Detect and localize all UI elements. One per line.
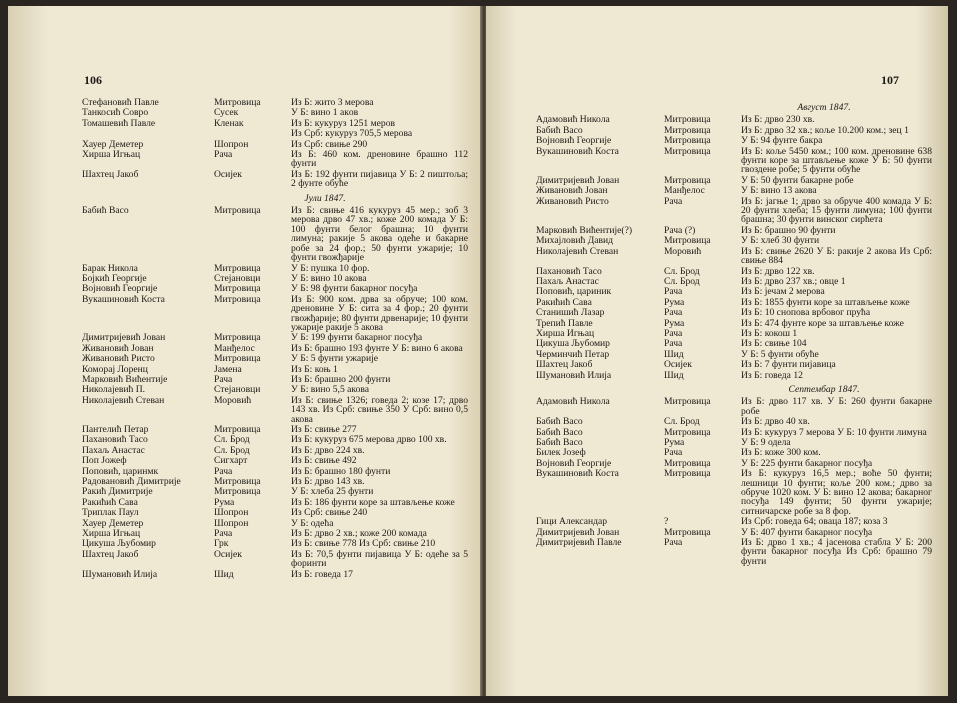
entries: [536, 98, 932, 567]
merchant-name: Шахтец Јакоб: [536, 359, 593, 371]
ledger-row: [82, 498, 468, 507]
trade-note: Из Б: кукуруз 7 мерова У Б: 10 фунти лимуна: [741, 426, 927, 438]
merchant-name: Живановић Ристо: [536, 195, 609, 207]
trade-note: У Б: пушка 10 фор.: [291, 262, 370, 274]
ledger-row: [536, 176, 932, 185]
merchant-place: Рума: [214, 496, 235, 508]
ledger-row: [82, 519, 468, 528]
merchant-place: Шид: [664, 369, 684, 381]
ledger-row: [82, 354, 468, 363]
trade-note: Из Б: дрво 143 хв.: [291, 476, 365, 488]
merchant-name: Черминчић Петар: [536, 348, 610, 360]
trade-note: У Б: вино 10 акова: [291, 272, 367, 284]
page-number: 106: [84, 73, 102, 87]
right-page: [486, 6, 948, 696]
trade-note: У Б: 5 фунти обуће: [741, 348, 819, 360]
ledger-row: [82, 119, 468, 128]
trade-note: Из Б: кукуруз 1251 меров: [291, 117, 396, 129]
page-number: 107: [881, 73, 899, 87]
merchant-name: Хирша Игњац: [536, 327, 595, 339]
merchant-name: Поп Јожеф: [82, 455, 127, 467]
merchant-name: Гици Александар: [536, 516, 608, 528]
merchant-place: Осијек: [664, 359, 692, 371]
merchant-place: Митровица: [214, 97, 261, 108]
trade-note: Из Б: 900 ком. дрва за обруче; 100 ком. дреновине У Б: сита за 4 фор.; 20 фунти гвожђарије; 80 фунти дрвенарије; 10 фунти ужарије ракије 5 акова: [291, 293, 468, 333]
trade-note: Из Срб: свиње 290: [291, 138, 368, 150]
trade-note: Из Б: дрво 117 хв. У Б: 260 фунти бакарне робе: [741, 396, 932, 417]
merchant-name: Адамовић Никола: [536, 114, 610, 126]
ledger-row: [536, 287, 932, 296]
trade-note: Из Б: дрво 2 хв.; коже 200 комада: [291, 528, 427, 540]
ledger-row: [82, 446, 468, 455]
trade-note: Из Б: свиње 778 Из Срб: свиње 210: [291, 538, 436, 550]
trade-note: Из Б: свиње 277: [291, 424, 357, 435]
ledger-row: [82, 98, 468, 107]
merchant-place: Сл. Брод: [664, 416, 700, 428]
merchant-place: Осијек: [214, 168, 242, 180]
ledger-row: [536, 308, 932, 317]
trade-note: Из Б: 192 фунти пијавица У Б: 2 пиштоља; 2 фунте обуће: [291, 168, 468, 190]
ledger-row: [82, 385, 468, 394]
merchant-name: Адамовић Никола: [536, 396, 610, 408]
ledger-row: [536, 417, 932, 426]
merchant-place: Рача: [664, 537, 683, 549]
merchant-name: Бабић Васо: [536, 426, 583, 438]
merchant-place: Рача (?): [664, 224, 696, 236]
left-page: [8, 6, 482, 696]
merchant-place: Митровица: [664, 396, 711, 408]
merchant-name: Трепић Павле: [536, 317, 593, 329]
merchant-place: Рума: [664, 296, 685, 308]
merchant-name: Николајевић П.: [82, 384, 146, 396]
merchant-name: Димитријевић Павле: [536, 537, 622, 549]
merchant-name: Живановић Јован: [82, 342, 154, 354]
trade-note: Из Б: дрво 237 хв.; овце 1: [741, 275, 846, 287]
merchant-name: Станишић Лазар: [536, 307, 605, 319]
ledger-row: [82, 456, 468, 465]
trade-note: Из Срб: говеда 64; овaца 187; коза 3: [741, 516, 888, 528]
trade-note: Из Б: дрво 230 хв.: [741, 114, 815, 126]
merchant-name: Бабић Васо: [536, 124, 583, 136]
merchant-name: Михајловић Давид: [536, 235, 614, 247]
merchant-name: Николајевић Стеван: [536, 245, 619, 257]
ledger-row: [82, 529, 468, 538]
merchant-name: Поповић, царинмк: [82, 465, 159, 477]
ledger-row: [536, 517, 932, 526]
ledger-row: [82, 295, 468, 333]
merchant-name: Шахтец Јакоб: [82, 168, 139, 180]
ledger-row: [536, 528, 932, 537]
trade-note: Из Б: 460 ком. дреновине брашно 112 фунти: [291, 149, 468, 170]
trade-note: У Б: вино 13 акова: [741, 185, 817, 197]
trade-note: Из Б: свиње 492: [291, 455, 357, 467]
merchant-name: Стефановић Павле: [82, 97, 159, 108]
merchant-name: Николајевић Стеван: [82, 394, 165, 406]
trade-note: Из Б: 7 фунти пијавица: [741, 359, 836, 371]
ledger-row: [536, 147, 932, 175]
ledger-row: [82, 508, 468, 517]
merchant-place: Стејановци: [214, 272, 261, 284]
merchant-name: Шумановић Илија: [536, 369, 612, 381]
merchant-place: Кленак: [214, 117, 244, 129]
ledger-row: [82, 467, 468, 476]
merchant-name: Ракићић Сава: [82, 496, 138, 508]
ledger-row: [536, 469, 932, 516]
section-heading: Септембар 1847.: [788, 383, 860, 395]
trade-note: Из Б: дрво 224 хв.: [291, 444, 365, 456]
entries: [82, 98, 468, 580]
ledger-row: [82, 206, 468, 262]
ledger-row: [536, 329, 932, 338]
merchant-name: Војновић Георгије: [82, 283, 158, 295]
merchant-name: Поповић, цариник: [536, 286, 612, 298]
merchant-name: [82, 129, 214, 138]
trade-note: Из Б: свиње 2620 У Б: ракије 2 акова Из Срб: свиње 884: [741, 245, 932, 267]
ledger-row: [82, 487, 468, 496]
trade-note: У Б: 225 фунти бакарног посуђа: [741, 457, 873, 469]
merchant-name: Хирша Игњац: [82, 149, 141, 161]
ledger-row: [82, 375, 468, 384]
merchant-place: Осијек: [214, 548, 242, 560]
ledger-row: [82, 365, 468, 374]
trade-note: Из Б: 70,5 фунти пијавица У Б: одеће за 5 форинти: [291, 548, 468, 570]
merchant-name: Димитријевић Јован: [82, 332, 166, 344]
merchant-name: Шумановић Илија: [82, 568, 158, 580]
merchant-place: Митровица: [664, 124, 711, 136]
merchant-name: Цикуша Љубомир: [536, 338, 610, 350]
merchant-name: Хауер Деметер: [82, 517, 144, 529]
trade-note: У Б: вино 5,5 акова: [291, 384, 370, 396]
merchant-place: Митровица: [664, 457, 711, 469]
merchant-place: Митровица: [214, 293, 261, 305]
merchant-name: Вукашиновић Коста: [536, 468, 619, 480]
trade-note: Из Б: 10 снопова врбовог прућа: [741, 307, 871, 319]
ledger-row: [82, 284, 468, 293]
ledger-row: [536, 126, 932, 135]
merchant-place: Стејановци: [214, 384, 261, 396]
merchant-name: Ракићић Сава: [536, 296, 592, 308]
trade-note: Из Б: говеда 17: [291, 568, 353, 580]
merchant-name: Радовановић Димитрије: [82, 476, 181, 488]
trade-note: Из Б: брашно 90 фунти: [741, 224, 836, 236]
trade-note: У Б: 407 фунти бакарног посуђа: [741, 526, 873, 538]
merchant-name: Живановић Јован: [536, 185, 608, 197]
merchant-name: Пахаљ Анастас: [536, 275, 599, 287]
merchant-place: Сл. Брод: [664, 275, 700, 287]
merchant-name: Марковић Вићентије(?): [536, 224, 633, 236]
trade-note: У Б: 199 фунти бакарног посуђа: [291, 332, 423, 344]
merchant-name: Шахтец Јакоб: [82, 548, 139, 560]
ledger-row: [536, 277, 932, 286]
trade-note: Из Б: брашно 180 фунти: [291, 465, 391, 477]
ledger-row: [536, 236, 932, 245]
ledger-row: [536, 319, 932, 328]
trade-note: У Б: 9 одела: [741, 437, 791, 448]
trade-note: Из Б: свиње 1326; говеда 2; козе 17; дрво 143 хв. Из Срб: свиње 350 У Срб: вино 0,5 акова: [291, 394, 468, 425]
merchant-name: Димитријевић Јован: [536, 174, 620, 186]
merchant-name: Триплак Паул: [82, 507, 139, 519]
trade-note: У Б: хлеба 25 фунти: [291, 486, 374, 498]
ledger-row: [82, 333, 468, 342]
ledger-row: [82, 477, 468, 486]
ledger-row: [536, 397, 932, 416]
merchant-name: Живановић Ристо: [82, 353, 155, 365]
ledger-row: [82, 150, 468, 169]
merchant-name: Пахаљ Анастас: [82, 444, 145, 456]
trade-note: Из Б: кукуруз 675 мерова дрво 100 хв.: [291, 434, 447, 446]
merchant-place: Митровица: [664, 174, 711, 186]
ledger-row: [82, 425, 468, 434]
ledger-row: [82, 170, 468, 189]
merchant-place: Рача: [664, 327, 683, 339]
trade-note: Из Б: дрво 1 хв.; 4 јасенова стабла У Б: 200 фунти бакарног посуђа Из Срб: брашно 79 фунти: [741, 537, 932, 567]
merchant-place: Грк: [214, 538, 229, 550]
ledger-row: [536, 186, 932, 195]
merchant-place: Митровица: [214, 283, 261, 295]
ledger-row: [536, 247, 932, 266]
merchant-name: Пахановић Тасо: [82, 434, 148, 446]
ledger-row: [82, 108, 468, 117]
ledger-row: [82, 396, 468, 424]
merchant-place: Митровица: [664, 468, 711, 480]
merchant-place: Митровица: [664, 235, 711, 247]
ledger-row: [536, 197, 932, 225]
merchant-place: Рума: [664, 317, 685, 329]
trade-note: У Б: одећа: [291, 517, 334, 529]
trade-note: Из Б: 1855 фунти коре за штављење коже: [741, 296, 910, 308]
trade-note: Из Б: дрво 40 хв.: [741, 416, 810, 428]
merchant-name: Пахановић Тасо: [536, 265, 602, 277]
trade-note: Из Б: 474 фунте коре за штављење коже: [741, 317, 904, 329]
ledger-row: [82, 344, 468, 353]
merchant-place: Митровица: [664, 114, 711, 126]
merchant-place: Митровица: [664, 426, 711, 438]
ledger-row: [536, 448, 932, 457]
merchant-place: Шид: [214, 568, 234, 580]
ledger-row: [536, 538, 932, 566]
merchant-place: Шопрон: [214, 507, 249, 519]
merchant-place: Рача: [664, 286, 683, 298]
trade-note: Из Б: коље 5450 ком.; 100 ком. дреновине 638 фунти коре за штављење коже У Б: 50 фунти гвоздене робе; 5 фунти обуће: [741, 145, 932, 176]
merchant-place: Сусек: [214, 107, 239, 119]
merchant-name: Бабић Васо: [536, 437, 583, 448]
trade-note: Из Б: јечам 2 мерова: [741, 286, 825, 298]
ledger-row: [536, 115, 932, 124]
merchant-place: Рача: [214, 149, 233, 161]
ledger-row: [82, 140, 468, 149]
ledger-row: [82, 274, 468, 283]
trade-note: Из Б: коже 300 ком.: [741, 447, 821, 459]
merchant-name: Војновић Георгије: [536, 135, 612, 147]
trade-note: Из Б: брашно 193 фунте У Б: вино 6 акова: [291, 342, 463, 354]
merchant-place: Рача: [664, 195, 683, 207]
merchant-name: Вукашиновић Коста: [536, 145, 619, 157]
merchant-name: Цикуша Љубомир: [82, 538, 156, 550]
ledger-row: [536, 428, 932, 437]
merchant-place: Митровица: [214, 205, 261, 217]
merchant-place: Моровић: [214, 394, 252, 406]
trade-note: У Б: 94 фунте бакра: [741, 135, 823, 147]
trade-note: У Б: 5 фунти ужарије: [291, 353, 379, 365]
merchant-place: Рача: [664, 307, 683, 319]
merchant-place: Јамена: [214, 363, 242, 375]
merchant-name: Билек Јозеф: [536, 447, 586, 459]
merchant-place: Манђелос: [214, 342, 255, 354]
merchant-place: Рача: [214, 528, 233, 540]
merchant-place: Сигхарт: [214, 455, 248, 467]
trade-note: У Б: хлеб 30 фунти: [741, 235, 820, 247]
trade-note: У Б: 98 фунти бакарног посуђа: [291, 283, 418, 295]
merchant-place: ?: [664, 516, 669, 528]
trade-note: У Б: вино 1 акoв: [291, 107, 359, 119]
ledger-row: [536, 339, 932, 348]
trade-note: Из Б: јагње 1; дрво за обруче 400 комада У Б: 20 фунти хлеба; 15 фунти лимуна; 100 фунти брашна; 30 фунти винског сирћета: [741, 195, 932, 226]
ledger-row: [536, 226, 932, 235]
merchant-name: Војновић Георгије: [536, 457, 612, 469]
trade-note: Из Б: коњ 1: [291, 363, 338, 375]
merchant-place: Сл. Брод: [214, 434, 250, 446]
trade-note: Из Б: свиње 416 кукуруз 45 мер.; зоб 3 мерова дрво 47 хв.; коже 200 комада У Б: 100 фунти белог брашна; 10 фунти лимуна; ракије 5 акова одеће и бакарне робе за 24 фор.; 50 фунти ужарије; 10 фунти гвожђарије: [291, 205, 468, 264]
merchant-name: Димитријевић Јован: [536, 526, 620, 538]
merchant-place: Рача: [664, 338, 683, 350]
merchant-name: Барак Никола: [82, 262, 138, 274]
merchant-place: Митровица: [214, 262, 261, 274]
merchant-place: Моровић: [664, 245, 702, 257]
trade-note: Из Б: брашно 200 фунти: [291, 373, 391, 385]
trade-note: Из Б: говеда 12: [741, 369, 803, 381]
merchant-name: Комораj Лоренц: [82, 363, 148, 375]
ledger-row: [536, 267, 932, 276]
trade-note: Из Б: дрво 32 хв.; коље 10.200 ком.; зец 1: [741, 124, 909, 136]
trade-note: У Б: 50 фунти бакарне робе: [741, 174, 854, 186]
merchant-place: Митровица: [214, 486, 261, 498]
ledger-row: [82, 435, 468, 444]
trade-note: Из Б: 186 фунти коре за штављење коже: [291, 496, 455, 508]
merchant-place: [214, 129, 291, 138]
ledger-row: [82, 264, 468, 273]
merchant-place: Митровица: [664, 135, 711, 147]
merchant-place: Митровица: [214, 424, 261, 435]
ledger-row: [82, 539, 468, 548]
section-heading: Август 1847.: [797, 102, 851, 113]
merchant-place: Митровица: [214, 332, 261, 344]
ledger-row: [536, 298, 932, 307]
trade-note: Из Срб: свиње 240: [291, 507, 368, 519]
merchant-name: Томашевић Павле: [82, 117, 156, 129]
ledger-row: [536, 371, 932, 380]
ledger-row: [536, 438, 932, 447]
merchant-place: Сл. Брод: [214, 444, 250, 456]
merchant-place: Шопрон: [214, 517, 249, 529]
ledger-row: [82, 570, 468, 579]
trade-note: Из Б: кокош 1: [741, 327, 798, 339]
merchant-place: Рача: [214, 373, 233, 385]
trade-note: Из Б: дрво 122 хв.: [741, 265, 815, 277]
merchant-place: Рача: [664, 447, 683, 459]
ledger-row: [82, 129, 468, 138]
merchant-place: Митровица: [214, 476, 261, 488]
merchant-name: Ракић Димитрије: [82, 486, 153, 498]
merchant-place: Рума: [664, 437, 685, 448]
ledger-row: [536, 350, 932, 359]
trade-note: Из Б: свиње 104: [741, 338, 807, 350]
merchant-place: Митровица: [664, 145, 711, 157]
trade-note: Из Б: кукуруз 16,5 мер.; воће 50 фунти; лешници 10 фунти; коље 200 ком.; дрво за обруче 1020 ком. У Б: вино 12 акова; бакарног посуђа 149 фунти; 50 фунти ужарије; ситничарске робе за 8 фор.: [741, 468, 932, 517]
ledger-row: [82, 550, 468, 569]
merchant-name: Бојкић Георгије: [82, 272, 147, 284]
merchant-name: Танкосић Совро: [82, 107, 149, 119]
merchant-place: Рача: [214, 465, 233, 477]
ledger-row: [536, 136, 932, 145]
merchant-name: Вукашиновић Коста: [82, 293, 165, 305]
merchant-place: Манђелос: [664, 185, 705, 197]
merchant-place: Шид: [664, 348, 684, 360]
ledger-row: [536, 459, 932, 468]
trade-note: Из Срб: кукуруз 705,5 мерова: [291, 128, 413, 140]
merchant-name: Марковић Вићентије: [82, 373, 168, 385]
ledger-row: [536, 360, 932, 369]
trade-note: Из Б: жито 3 мерова: [291, 97, 374, 108]
merchant-place: Сл. Брод: [664, 265, 700, 277]
merchant-name: Пантелић Петар: [82, 424, 149, 435]
merchant-place: Митровица: [664, 526, 711, 538]
merchant-name: Хирша Игњац: [82, 528, 141, 540]
merchant-name: Бабић Васо: [82, 205, 129, 217]
merchant-place: Митровица: [214, 353, 261, 365]
section-heading: Јули 1847.: [304, 192, 346, 204]
merchant-name: Хауер Деметер: [82, 138, 144, 150]
merchant-name: Бабић Васо: [536, 416, 583, 428]
merchant-place: Шопрон: [214, 138, 249, 150]
